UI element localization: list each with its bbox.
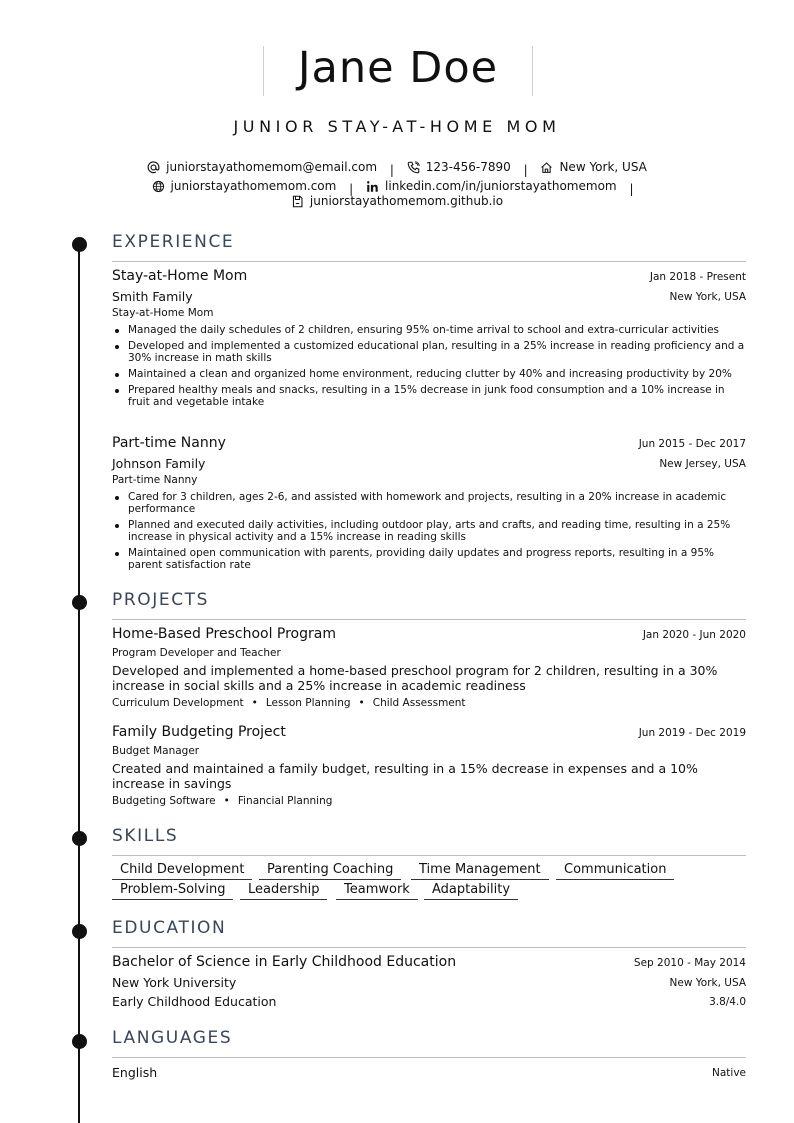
list-item: Cared for 3 children, ages 2-6, and assisted with homework and projects, resulting in a 20% increase in academic performance xyxy=(112,491,746,515)
timeline-dot xyxy=(72,595,87,610)
skill-chip: Leadership xyxy=(240,882,327,900)
github-item[interactable] xyxy=(291,194,503,208)
linkedin-text: linkedin.com/in/juniorstayathomemom xyxy=(385,179,617,193)
section-title-languages: LANGUAGES xyxy=(112,1028,233,1048)
contact-row-1 xyxy=(0,160,794,177)
education-date: Sep 2010 - May 2014 xyxy=(633,957,746,969)
experience-bullets xyxy=(112,491,746,575)
email-text: juniorstayathomemom@email.com xyxy=(166,160,378,174)
skill-chip: Problem-Solving xyxy=(112,882,233,900)
website-item[interactable] xyxy=(152,179,337,193)
timeline-dot xyxy=(72,1034,87,1049)
experience-location: New Jersey, USA xyxy=(659,458,746,470)
tag-separator: • xyxy=(223,795,230,807)
location-text: New York, USA xyxy=(559,160,647,174)
timeline-dot xyxy=(72,237,87,252)
experience-bullets xyxy=(112,324,746,412)
skill-chip: Teamwork xyxy=(336,882,418,900)
education-school: New York University xyxy=(112,975,237,990)
list-item: Planned and executed daily activities, including outdoor play, arts and crafts, and reading time, resulting in a 25% increase in physical activity and a 15% increase in reading skills xyxy=(112,519,746,543)
github-text: juniorstayathomemom.github.io xyxy=(309,194,504,208)
experience-org: Smith Family xyxy=(112,289,193,304)
section-divider xyxy=(112,947,746,948)
list-item: Maintained open communication with parents, providing daily updates and progress reports, resulting in a 95% parent satisfaction rate xyxy=(112,547,746,571)
section-divider xyxy=(112,855,746,856)
skill-chip: Parenting Coaching xyxy=(259,862,401,880)
education-degree: Bachelor of Science in Early Childhood Education xyxy=(112,954,457,970)
skill-chip: Child Development xyxy=(112,862,252,880)
list-item: Managed the daily schedules of 2 children, ensuring 95% on-time arrival to school and extra-curricular activities xyxy=(112,324,746,336)
list-item: Developed and implemented a customized educational plan, resulting in a 25% increase in reading proficiency and a 30% increase in math skills xyxy=(112,340,746,364)
list-item: Prepared healthy meals and snacks, resulting in a 15% decrease in junk food consumption and a 10% increase in fruit and vegetable intake xyxy=(112,384,746,408)
email-item[interactable] xyxy=(147,160,377,174)
tag: Financial Planning xyxy=(237,795,333,807)
headline: JUNIOR STAY-AT-HOME MOM xyxy=(233,117,561,136)
project-tags xyxy=(112,795,332,807)
project-title: Home-Based Preschool Program xyxy=(112,626,336,642)
section-divider xyxy=(112,1057,746,1058)
globe-icon xyxy=(152,180,165,193)
candidate-name: Jane Doe xyxy=(297,43,499,93)
project-role: Program Developer and Teacher xyxy=(112,647,281,659)
experience-role: Stay-at-Home Mom xyxy=(112,307,214,319)
tag-separator: • xyxy=(251,697,258,709)
project-description: Created and maintained a family budget, resulting in a 15% decrease in expenses and a 10% increase in savings xyxy=(112,761,698,791)
education-location: New York, USA xyxy=(669,977,746,989)
education-gpa: 3.8/4.0 xyxy=(709,996,746,1008)
contact-row-3 xyxy=(0,194,794,211)
name-block xyxy=(263,43,533,96)
experience-title: Stay-at-Home Mom xyxy=(112,268,248,284)
experience-date: Jan 2018 - Present xyxy=(649,271,746,283)
tag: Budgeting Software xyxy=(112,795,216,807)
phone-icon xyxy=(407,161,420,174)
tag: Curriculum Development xyxy=(112,697,244,709)
section-divider xyxy=(112,261,746,262)
at-icon xyxy=(147,161,160,174)
section-title-projects: PROJECTS xyxy=(112,590,210,610)
experience-org: Johnson Family xyxy=(112,456,206,471)
home-icon xyxy=(540,161,553,174)
list-item: Maintained a clean and organized home environment, reducing clutter by 40% and increasing productivity by 20% xyxy=(112,368,746,380)
skill-chip: Adaptability xyxy=(424,882,518,900)
tag: Lesson Planning xyxy=(265,697,351,709)
section-title-experience: EXPERIENCE xyxy=(112,232,235,252)
timeline-dot xyxy=(72,831,87,846)
language-level: Native xyxy=(712,1067,746,1079)
timeline-dot xyxy=(72,924,87,939)
linkedin-icon xyxy=(366,180,379,193)
tag: Child Assessment xyxy=(372,697,466,709)
website-text: juniorstayathomemom.com xyxy=(170,179,337,193)
experience-location: New York, USA xyxy=(669,291,746,303)
linkedin-item[interactable] xyxy=(366,179,617,193)
project-title: Family Budgeting Project xyxy=(112,724,286,740)
tag-separator: • xyxy=(358,697,365,709)
project-date: Jan 2020 - Jun 2020 xyxy=(642,629,746,641)
project-role: Budget Manager xyxy=(112,745,200,757)
experience-role: Part-time Nanny xyxy=(112,474,198,486)
experience-date: Jun 2015 - Dec 2017 xyxy=(638,438,746,450)
skill-chip: Communication xyxy=(556,862,674,880)
project-date: Jun 2019 - Dec 2019 xyxy=(638,727,746,739)
timeline-line xyxy=(78,238,80,1123)
section-title-education: EDUCATION xyxy=(112,918,227,938)
education-field: Early Childhood Education xyxy=(112,994,277,1009)
project-tags xyxy=(112,697,466,709)
portfolio-icon xyxy=(291,195,304,208)
language-name: English xyxy=(112,1065,158,1080)
section-title-skills: SKILLS xyxy=(112,826,179,846)
separator: | xyxy=(389,162,394,177)
separator: | xyxy=(629,181,634,196)
separator: | xyxy=(523,162,528,177)
location-item xyxy=(540,160,646,174)
section-divider xyxy=(112,619,746,620)
project-description: Developed and implemented a home-based preschool program for 2 children, resulting in a 30% increase in social skills and a 25% increase in academic readiness xyxy=(112,663,718,693)
experience-title: Part-time Nanny xyxy=(112,435,226,451)
phone-item[interactable] xyxy=(407,160,511,174)
separator: | xyxy=(349,181,354,196)
skill-chip: Time Management xyxy=(411,862,549,880)
phone-text: 123-456-7890 xyxy=(425,160,511,174)
